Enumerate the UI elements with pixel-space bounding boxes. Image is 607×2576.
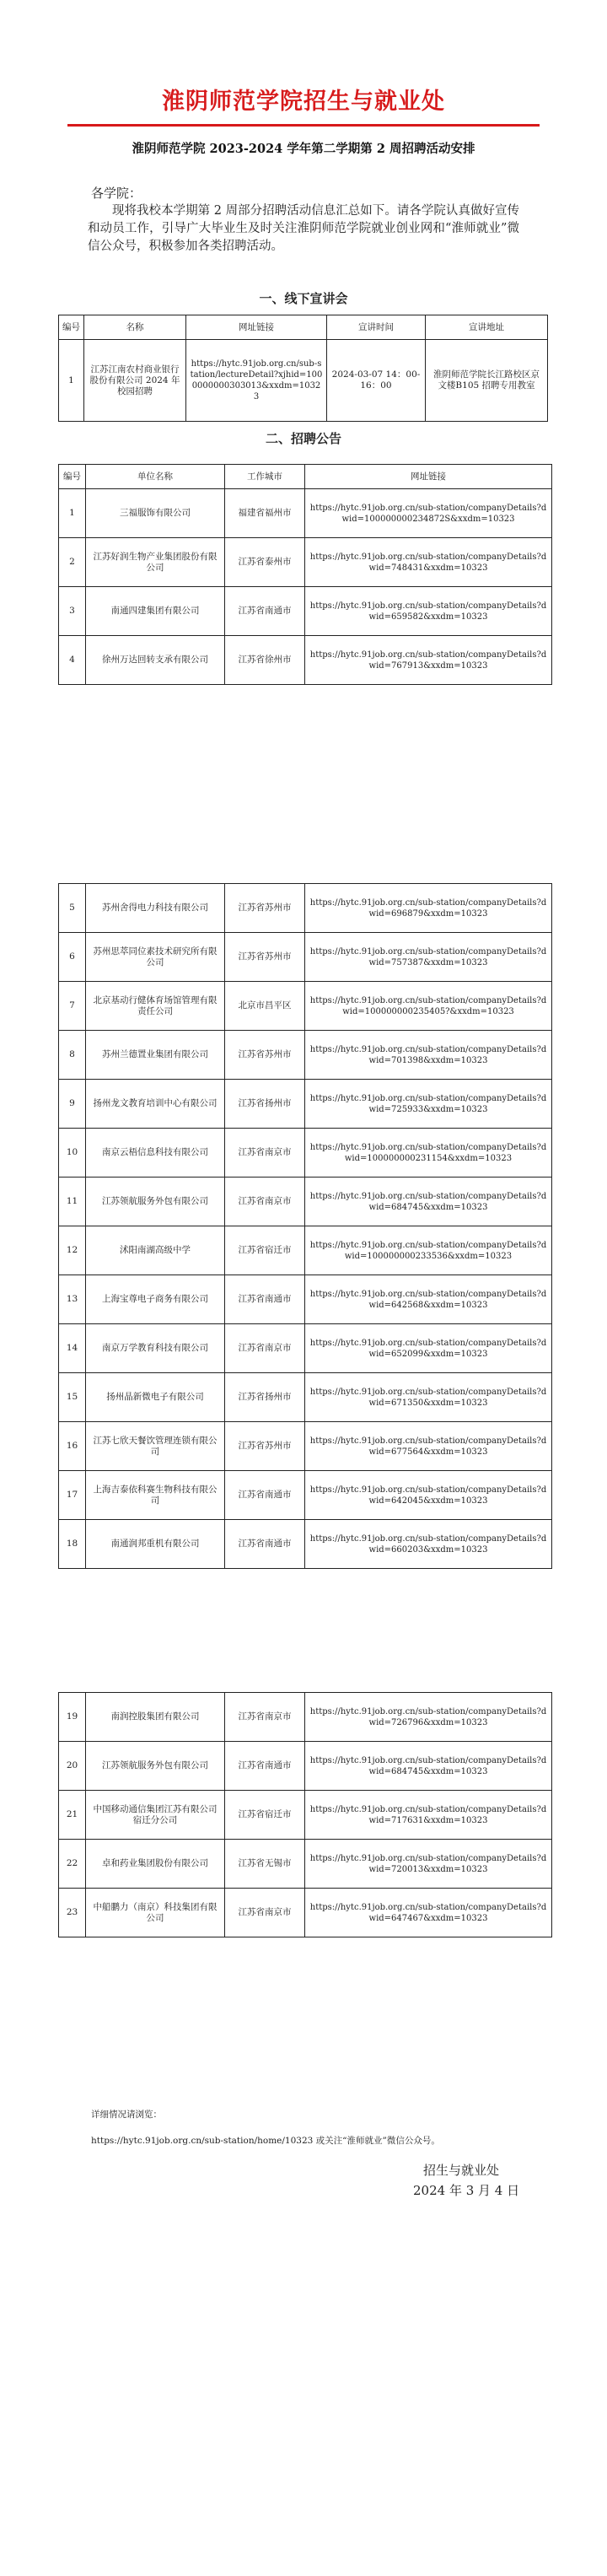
table-row [59, 1373, 552, 1422]
cell-work-city: 江苏省泰州市 [225, 538, 305, 587]
cell-company-name: 卓和药业集团股份有限公司 [86, 1840, 225, 1889]
column-header: 网址链接 [186, 315, 327, 340]
footer-organization: 招生与就业处 [423, 2163, 500, 2178]
cell-index: 19 [59, 1693, 86, 1742]
cell-company-link[interactable]: https://hytc.91job.org.cn/sub-station/companyDetails?dwid=100000000234872S&xxdm=10323 [305, 489, 552, 538]
cell-index: 9 [59, 1080, 86, 1129]
cell-lecture-link[interactable]: https://hytc.91job.org.cn/sub-station/lectureDetail?xjhid=1000000000303013&xxdm=10323 [186, 340, 327, 422]
cell-work-city: 江苏省南通市 [225, 1520, 305, 1569]
table-row [59, 587, 552, 636]
cell-company-link[interactable]: https://hytc.91job.org.cn/sub-station/companyDetails?dwid=684745&xxdm=10323 [305, 1742, 552, 1791]
table-row [59, 1471, 552, 1520]
cell-index: 23 [59, 1889, 86, 1937]
cell-index: 20 [59, 1742, 86, 1791]
cell-work-city: 北京市昌平区 [225, 982, 305, 1031]
cell-company-name: 扬州晶新微电子有限公司 [86, 1373, 225, 1422]
footer-detail-label: 详细情况请浏览： [91, 2110, 162, 2120]
cell-company-link[interactable]: https://hytc.91job.org.cn/sub-station/companyDetails?dwid=757387&xxdm=10323 [305, 933, 552, 982]
cell-work-city: 江苏省南京市 [225, 1889, 305, 1937]
table-row [59, 1031, 552, 1080]
recruit-table-part-1 [58, 464, 552, 685]
header-divider [67, 124, 540, 127]
cell-company-link[interactable]: https://hytc.91job.org.cn/sub-station/companyDetails?dwid=100000000231154&xxdm=10323 [305, 1129, 552, 1178]
cell-index: 4 [59, 636, 86, 685]
cell-index: 10 [59, 1129, 86, 1178]
cell-company-link[interactable]: https://hytc.91job.org.cn/sub-station/companyDetails?dwid=647467&xxdm=10323 [305, 1889, 552, 1937]
cell-work-city: 江苏省宿迁市 [225, 1791, 305, 1840]
cell-company-link[interactable]: https://hytc.91job.org.cn/sub-station/companyDetails?dwid=659582&xxdm=10323 [305, 587, 552, 636]
cell-company-link[interactable]: https://hytc.91job.org.cn/sub-station/companyDetails?dwid=660203&xxdm=10323 [305, 1520, 552, 1569]
cell-work-city: 江苏省徐州市 [225, 636, 305, 685]
cell-work-city: 江苏省南京市 [225, 1693, 305, 1742]
table-row [59, 1422, 552, 1471]
cell-work-city: 江苏省南通市 [225, 1275, 305, 1324]
table-row [59, 1080, 552, 1129]
page-title: 淮阴师范学院招生与就业处 [162, 89, 445, 115]
cell-company-name: 南京万学教育科技有限公司 [86, 1324, 225, 1373]
cell-company-link[interactable]: https://hytc.91job.org.cn/sub-station/companyDetails?dwid=720013&xxdm=10323 [305, 1840, 552, 1889]
cell-company-name: 上海宝尊电子商务有限公司 [86, 1275, 225, 1324]
cell-index: 1 [59, 340, 84, 422]
cell-company-name: 南润控股集团有限公司 [86, 1693, 225, 1742]
table-row [59, 1742, 552, 1791]
column-header: 工作城市 [225, 465, 305, 489]
table-row [59, 1324, 552, 1373]
cell-work-city: 江苏省无锡市 [225, 1840, 305, 1889]
cell-index: 8 [59, 1031, 86, 1080]
cell-company-name: 南京云梧信息科技有限公司 [86, 1129, 225, 1178]
cell-index: 12 [59, 1226, 86, 1275]
cell-index: 14 [59, 1324, 86, 1373]
cell-company-link[interactable]: https://hytc.91job.org.cn/sub-station/companyDetails?dwid=100000000233536&xxdm=10323 [305, 1226, 552, 1275]
cell-company-name: 南通润邦重机有限公司 [86, 1520, 225, 1569]
cell-index: 21 [59, 1791, 86, 1840]
cell-work-city: 江苏省南通市 [225, 1742, 305, 1791]
cell-company-name: 沭阳南湖高级中学 [86, 1226, 225, 1275]
cell-company-link[interactable]: https://hytc.91job.org.cn/sub-station/companyDetails?dwid=726796&xxdm=10323 [305, 1693, 552, 1742]
document-subtitle: 淮阴师范学院 2023-2024 学年第二学期第 2 周招聘活动安排 [132, 142, 475, 156]
cell-index: 11 [59, 1178, 86, 1226]
cell-work-city: 江苏省南京市 [225, 1324, 305, 1373]
table-row [59, 1129, 552, 1178]
table-row [59, 1693, 552, 1742]
cell-index: 13 [59, 1275, 86, 1324]
cell-company-name: 苏州兰德置业集团有限公司 [86, 1031, 225, 1080]
cell-index: 15 [59, 1373, 86, 1422]
table-row [59, 982, 552, 1031]
table-row [59, 1520, 552, 1569]
cell-index: 1 [59, 489, 86, 538]
cell-index: 18 [59, 1520, 86, 1569]
intro-paragraph: 现将我校本学期第 2 周部分招聘活动信息汇总如下。请各学院认真做好宣传和动员工作，引导广大毕业生及时关注淮阴师范学院就业创业网和“淮师就业”微信公众号，积极参加各类招聘活动。 [88, 204, 519, 253]
column-header: 网址链接 [305, 465, 552, 489]
cell-company-name: 上海吉泰依科赛生物科技有限公司 [86, 1471, 225, 1520]
cell-index: 3 [59, 587, 86, 636]
table-row [59, 884, 552, 933]
cell-company-link[interactable]: https://hytc.91job.org.cn/sub-station/companyDetails?dwid=717631&xxdm=10323 [305, 1791, 552, 1840]
column-header: 编号 [59, 465, 86, 489]
cell-index: 7 [59, 982, 86, 1031]
cell-company-link[interactable]: https://hytc.91job.org.cn/sub-station/companyDetails?dwid=100000000235405?&xxdm=10323 [305, 982, 552, 1031]
table-row [59, 489, 552, 538]
cell-company-link[interactable]: https://hytc.91job.org.cn/sub-station/companyDetails?dwid=701398&xxdm=10323 [305, 1031, 552, 1080]
cell-work-city: 江苏省苏州市 [225, 884, 305, 933]
cell-index: 6 [59, 933, 86, 982]
cell-company-name: 徐州万达回转支承有限公司 [86, 636, 225, 685]
cell-work-city: 江苏省宿迁市 [225, 1226, 305, 1275]
cell-index: 5 [59, 884, 86, 933]
cell-work-city: 江苏省苏州市 [225, 933, 305, 982]
table-row [59, 1226, 552, 1275]
cell-work-city: 江苏省苏州市 [225, 1031, 305, 1080]
cell-company-link[interactable]: https://hytc.91job.org.cn/sub-station/companyDetails?dwid=748431&xxdm=10323 [305, 538, 552, 587]
cell-company-link[interactable]: https://hytc.91job.org.cn/sub-station/companyDetails?dwid=696879&xxdm=10323 [305, 884, 552, 933]
table-row [59, 538, 552, 587]
cell-company-name: 中国移动通信集团江苏有限公司宿迁分公司 [86, 1791, 225, 1840]
cell-company-name: 江苏领航服务外包有限公司 [86, 1178, 225, 1226]
table-row [59, 340, 548, 422]
cell-index: 22 [59, 1840, 86, 1889]
cell-lecture-time: 2024-03-07 14：00-16：00 [327, 340, 426, 422]
cell-company-link[interactable]: https://hytc.91job.org.cn/sub-station/companyDetails?dwid=767913&xxdm=10323 [305, 636, 552, 685]
greeting: 各学院： [91, 186, 142, 201]
cell-lecture-name: 江苏江南农村商业银行股份有限公司 2024 年校园招聘 [84, 340, 186, 422]
cell-work-city: 福建省福州市 [225, 489, 305, 538]
recruit-heading: 二、招聘公告 [265, 431, 341, 446]
table-header-row [59, 465, 552, 489]
column-header: 名称 [84, 315, 186, 340]
cell-company-link[interactable]: https://hytc.91job.org.cn/sub-station/companyDetails?dwid=677564&xxdm=10323 [305, 1422, 552, 1471]
cell-company-link[interactable]: https://hytc.91job.org.cn/sub-station/companyDetails?dwid=652099&xxdm=10323 [305, 1324, 552, 1373]
cell-company-link[interactable]: https://hytc.91job.org.cn/sub-station/companyDetails?dwid=642568&xxdm=10323 [305, 1275, 552, 1324]
table-header-row [59, 315, 548, 340]
cell-company-link[interactable]: https://hytc.91job.org.cn/sub-station/companyDetails?dwid=684745&xxdm=10323 [305, 1178, 552, 1226]
cell-company-link[interactable]: https://hytc.91job.org.cn/sub-station/companyDetails?dwid=642045&xxdm=10323 [305, 1471, 552, 1520]
lectures-table [58, 315, 548, 422]
recruit-table-part-2 [58, 883, 552, 1569]
cell-company-name: 南通四建集团有限公司 [86, 587, 225, 636]
column-header: 单位名称 [86, 465, 225, 489]
table-row [59, 1840, 552, 1889]
cell-company-name: 江苏好润生物产业集团股份有限公司 [86, 538, 225, 587]
recruit-table-part-3 [58, 1692, 552, 1937]
cell-lecture-location: 淮阴师范学院长江路校区京文楼B105 招聘专用教室 [426, 340, 548, 422]
table-row [59, 933, 552, 982]
cell-work-city: 江苏省扬州市 [225, 1373, 305, 1422]
table-row [59, 1275, 552, 1324]
footer-detail-link[interactable]: https://hytc.91job.org.cn/sub-station/home/10323 或关注“淮师就业”微信公众号。 [91, 2136, 440, 2146]
table-row [59, 1889, 552, 1937]
table-row [59, 1791, 552, 1840]
table-row [59, 1178, 552, 1226]
cell-company-link[interactable]: https://hytc.91job.org.cn/sub-station/companyDetails?dwid=725933&xxdm=10323 [305, 1080, 552, 1129]
cell-company-name: 中船鹏力（南京）科技集团有限公司 [86, 1889, 225, 1937]
cell-index: 17 [59, 1471, 86, 1520]
cell-company-name: 三福服饰有限公司 [86, 489, 225, 538]
cell-company-name: 扬州龙文教育培训中心有限公司 [86, 1080, 225, 1129]
cell-company-name: 江苏七欣天餐饮管理连锁有限公司 [86, 1422, 225, 1471]
cell-work-city: 江苏省南通市 [225, 587, 305, 636]
column-header: 宣讲地址 [426, 315, 548, 340]
cell-company-name: 江苏领航服务外包有限公司 [86, 1742, 225, 1791]
cell-company-link[interactable]: https://hytc.91job.org.cn/sub-station/companyDetails?dwid=671350&xxdm=10323 [305, 1373, 552, 1422]
cell-work-city: 江苏省南京市 [225, 1178, 305, 1226]
lectures-heading: 一、线下宣讲会 [259, 291, 348, 306]
footer-date: 2024 年 3 月 4 日 [413, 2183, 520, 2198]
cell-index: 2 [59, 538, 86, 587]
cell-company-name: 苏州舍得电力科技有限公司 [86, 884, 225, 933]
cell-work-city: 江苏省扬州市 [225, 1080, 305, 1129]
cell-work-city: 江苏省苏州市 [225, 1422, 305, 1471]
cell-company-name: 北京基动行健体育场馆管理有限责任公司 [86, 982, 225, 1031]
cell-work-city: 江苏省南通市 [225, 1471, 305, 1520]
table-row [59, 636, 552, 685]
column-header: 宣讲时间 [327, 315, 426, 340]
cell-company-name: 苏州思萃同位素技术研究所有限公司 [86, 933, 225, 982]
cell-work-city: 江苏省南京市 [225, 1129, 305, 1178]
column-header: 编号 [59, 315, 84, 340]
cell-index: 16 [59, 1422, 86, 1471]
